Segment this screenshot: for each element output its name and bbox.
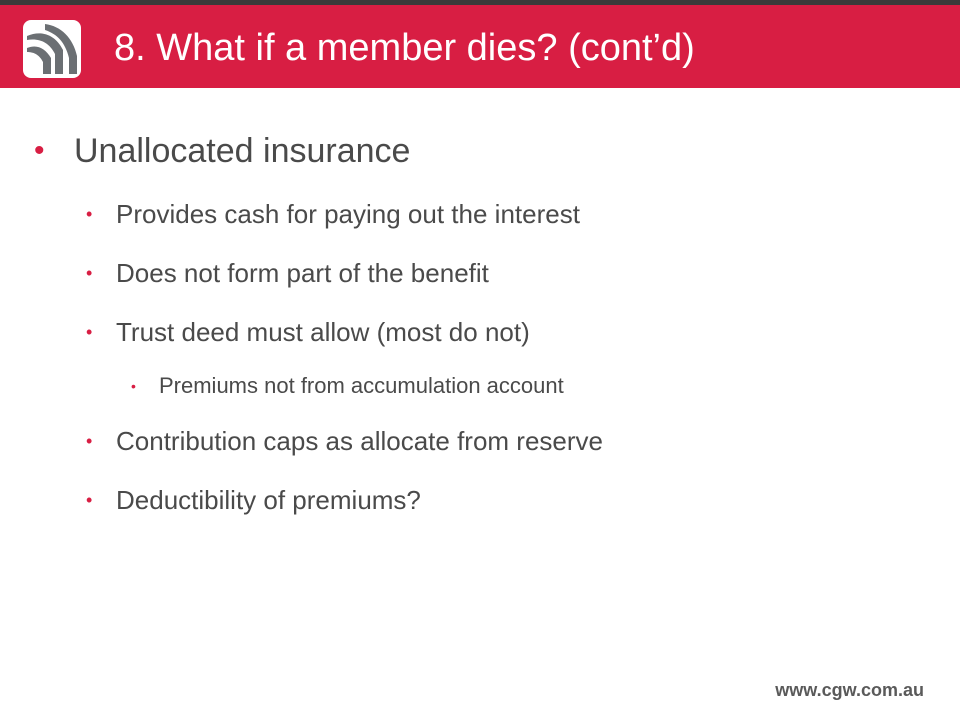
bullet-text: Unallocated insurance <box>74 132 411 170</box>
title-bar <box>0 5 960 88</box>
bullet-dot: • <box>86 431 93 451</box>
bullet-dot: • <box>86 263 93 283</box>
bullet-dot: • <box>86 490 93 510</box>
bullet-dot: • <box>131 378 136 394</box>
bullet-text: Premiums not from accumulation account <box>159 373 564 398</box>
bullet-text: Deductibility of premiums? <box>116 485 421 515</box>
slide-title: 8. What if a member dies? (cont’d) <box>114 27 695 69</box>
bullet-dot: • <box>34 134 45 167</box>
bullet-dot: • <box>86 322 93 342</box>
cgw-logo <box>23 20 81 78</box>
bullet-text: Does not form part of the benefit <box>116 258 489 288</box>
bullet-text: Provides cash for paying out the interest <box>116 199 580 229</box>
footer-url: www.cgw.com.au <box>775 680 924 700</box>
bullet-dot: • <box>86 204 93 224</box>
bullet-text: Contribution caps as allocate from reserve <box>116 426 604 456</box>
bullet-text: Trust deed must allow (most do not) <box>116 317 530 347</box>
